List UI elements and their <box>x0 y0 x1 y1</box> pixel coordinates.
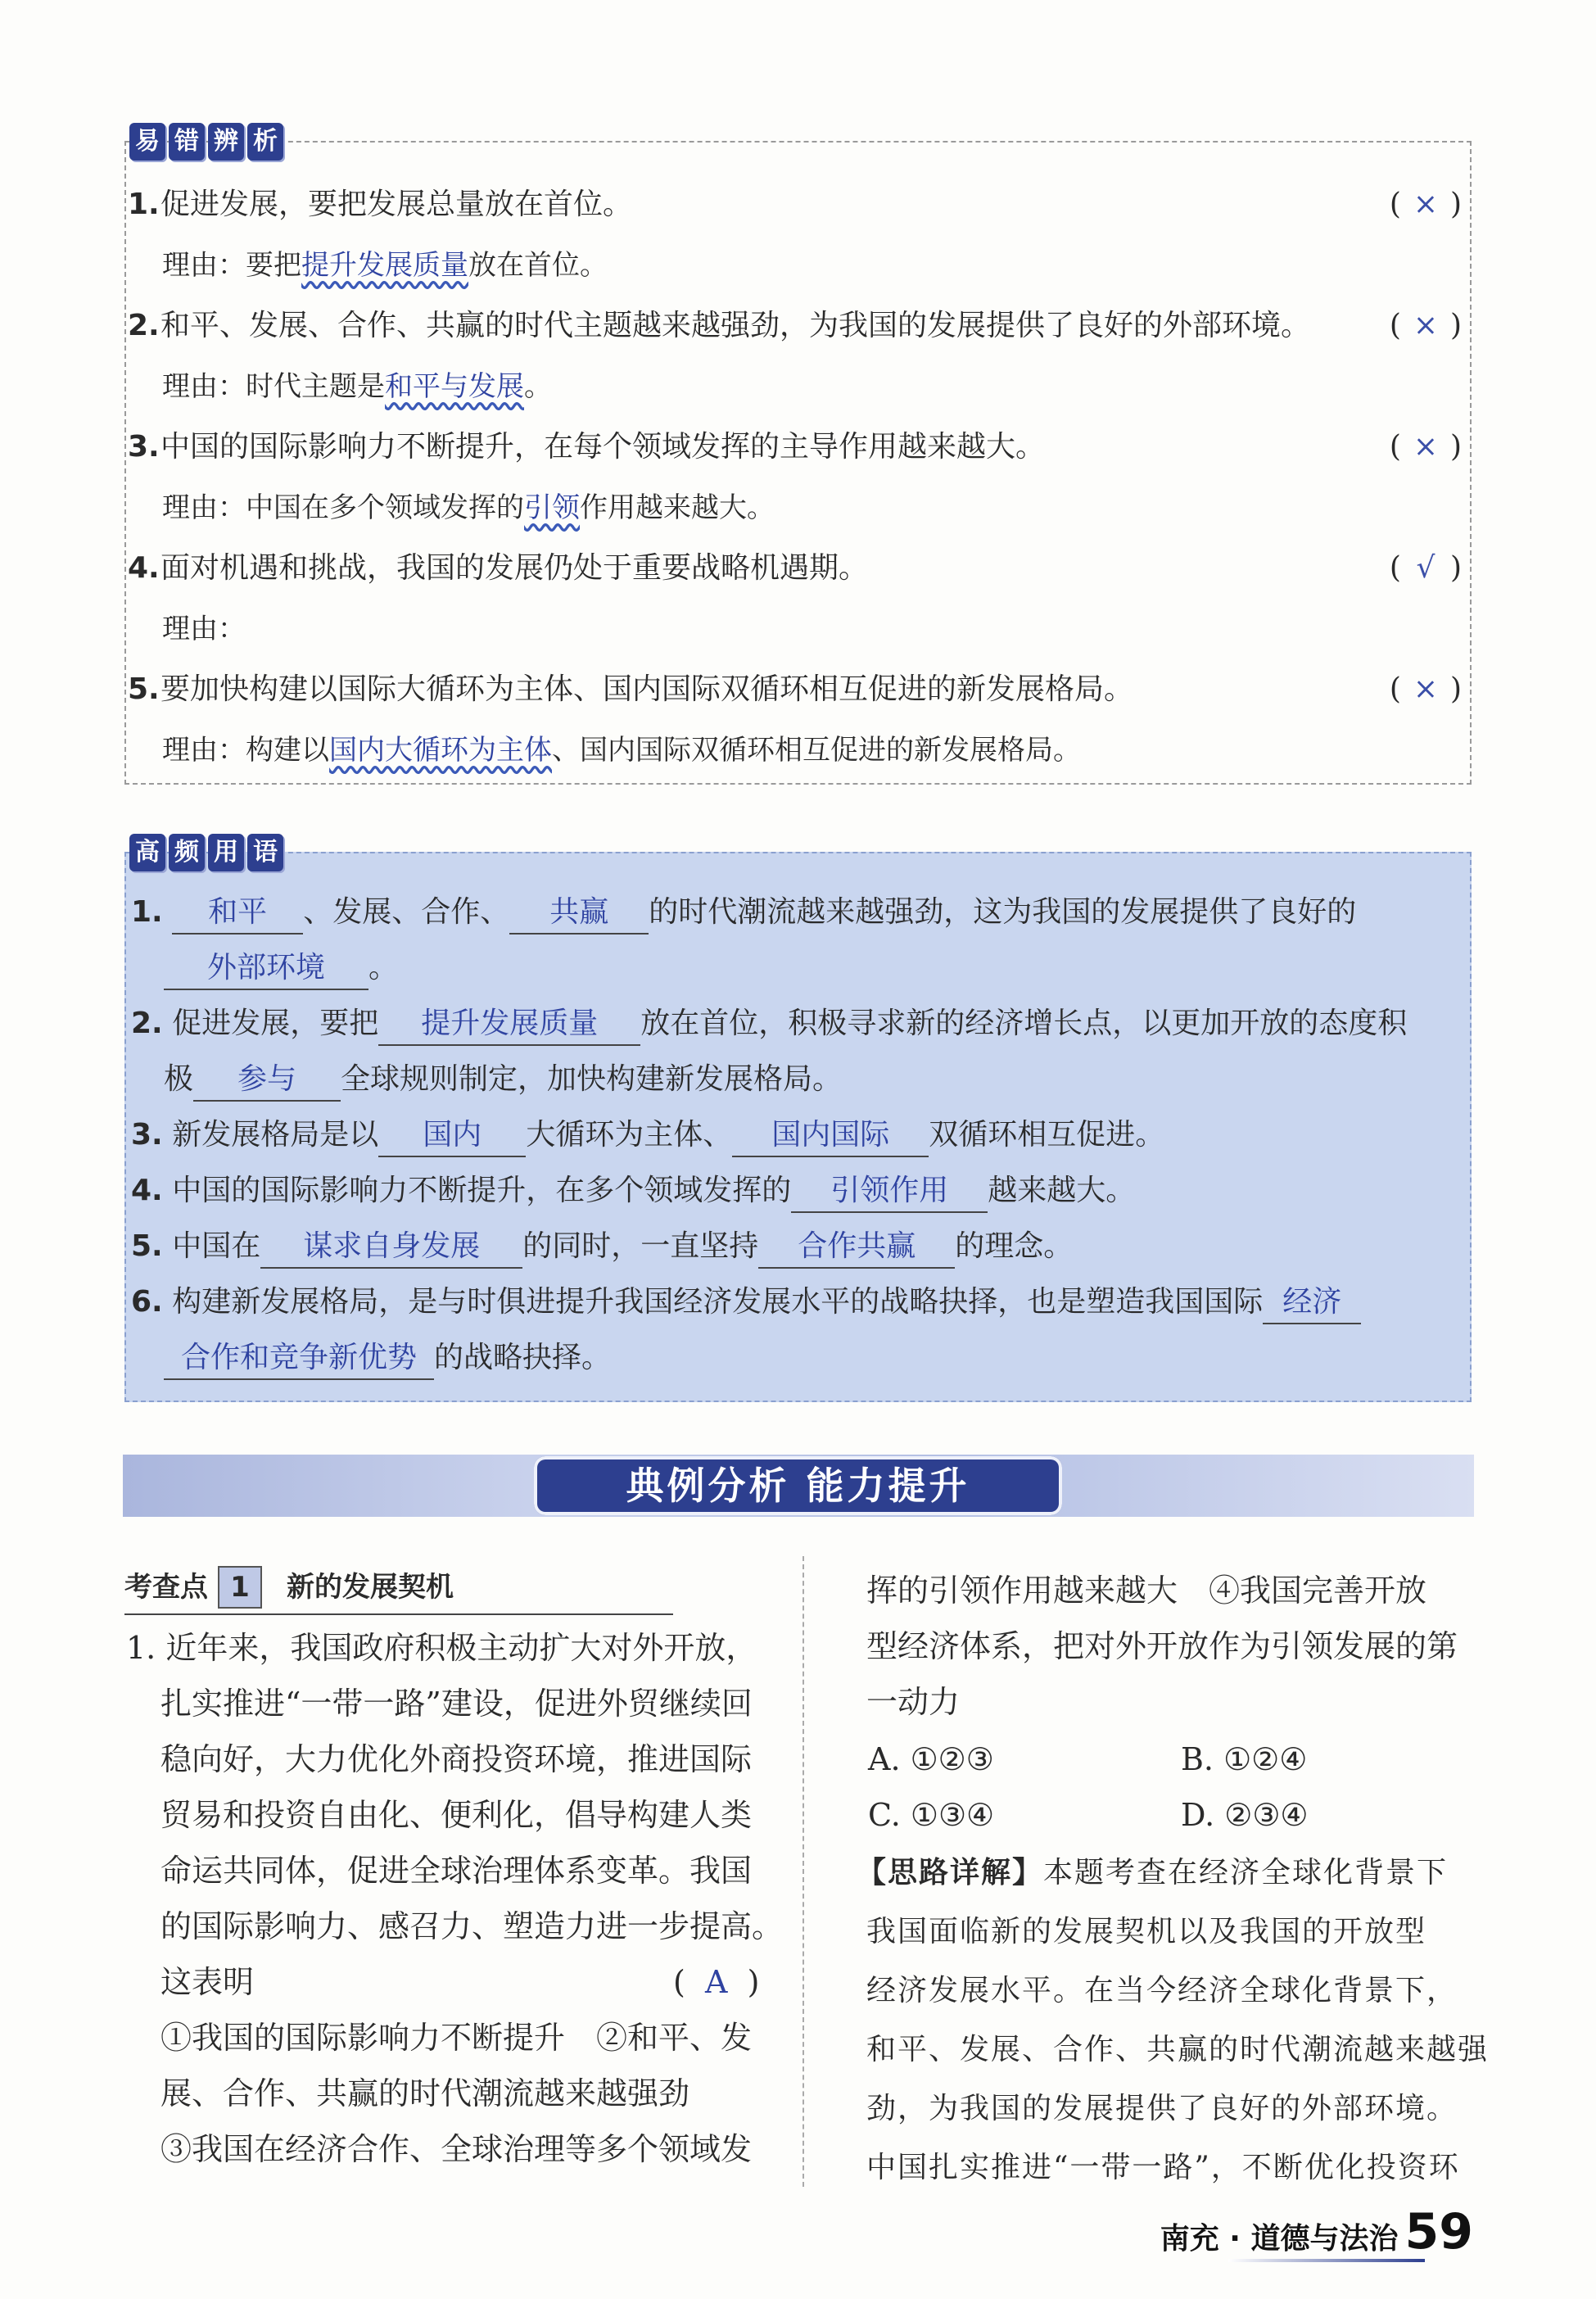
phrase-text: 放在首位，积极寻求新的经济增长点，以更加开放的态度积 <box>640 1007 1408 1040</box>
reason-line-2 <box>162 362 552 411</box>
question-line: 这表明 <box>161 1964 255 2000</box>
item-number: 3. <box>128 430 160 464</box>
phrase-text: 全球规则制定，加快构建新发展格局。 <box>341 1062 843 1096</box>
fill-blank-answer: 合作共赢 <box>758 1226 955 1269</box>
item-number: 5. <box>128 672 160 706</box>
item-number: 1. <box>128 188 160 221</box>
option-line: 挥的引领作用越来越大 ④我国完善开放 <box>866 1573 1427 1609</box>
phrase-text: 越来越大。 <box>988 1174 1136 1207</box>
reason-line-1 <box>162 241 608 290</box>
item-question: 和平、发展、合作、共赢的时代主题越来越强劲，为我国的发展提供了良好的外部环境。 <box>161 309 1311 342</box>
errors-section-tag <box>129 123 283 161</box>
cross-mark: × <box>1413 188 1439 221</box>
option-line: ①我国的国际影响力不断提升 ②和平、发 <box>161 2020 753 2056</box>
phrase-text: 极 <box>164 1062 194 1096</box>
phrase-text: 促进发展，要把 <box>172 1007 379 1040</box>
phrase-text: 构建新发展格局，是与时俱进提升我国经济发展水平的战略抉择，也是塑造我国国际 <box>172 1285 1264 1319</box>
analysis-text: 本题考查在经济全球化背景下 <box>1043 1856 1449 1889</box>
phrase-text: 的时代潮流越来越强劲，这为我国的发展提供了良好的 <box>649 895 1357 929</box>
judgement-answer <box>1390 665 1462 714</box>
error-item-5 <box>126 665 1470 714</box>
fill-blank-answer: 经济 <box>1263 1282 1361 1324</box>
topic-label: 考查点 <box>124 1571 208 1604</box>
question-line: 的国际影响力、感召力、塑造力进一步提高。 <box>161 1908 784 1944</box>
column-divider <box>803 1556 804 2187</box>
choice-a: A. ①②③ <box>868 1741 994 1777</box>
phrase-line-4 <box>131 1165 1465 1217</box>
judgement-answer <box>1390 180 1462 229</box>
fill-blank-answer: 和平 <box>172 892 303 935</box>
question-line: 贸易和投资自由化、便利化，倡导构建人类 <box>161 1797 753 1833</box>
error-item-4 <box>126 544 1470 593</box>
item-number: 6. <box>131 1285 163 1319</box>
phrase-line-2 <box>131 998 1465 1050</box>
reason-answer: 提升发展质量 <box>301 249 468 282</box>
phrases-section-tag <box>129 834 283 871</box>
item-number: 1. <box>131 895 163 929</box>
phrase-text: 中国的国际影响力不断提升，在多个领域发挥的 <box>172 1174 792 1207</box>
tag-char: 易 <box>129 123 165 161</box>
page-number: 59 <box>1404 2203 1473 2261</box>
judgement-answer <box>1390 423 1462 472</box>
errors-section-box <box>124 141 1472 785</box>
reason-answer: 国内大循环为主体 <box>329 734 552 767</box>
cross-mark: × <box>1413 430 1439 464</box>
phrase-text: 的理念。 <box>955 1229 1074 1263</box>
answer-letter: A <box>705 1964 728 2000</box>
item-number: 3. <box>131 1118 163 1152</box>
choice-d: D. ②③④ <box>1181 1797 1309 1833</box>
item-number: 2. <box>128 309 160 342</box>
tag-char: 用 <box>208 834 244 871</box>
paren: ( <box>1389 672 1401 706</box>
error-item-3 <box>126 423 1470 472</box>
reason-text: 放在首位。 <box>468 249 608 282</box>
phrase-line-1b <box>164 942 1465 994</box>
option-line: ③我国在经济合作、全球治理等多个领域发 <box>161 2131 753 2167</box>
paren: ( <box>1389 188 1401 221</box>
reason-text: 、国内国际双循环相互促进的新发展格局。 <box>552 734 1081 767</box>
paren: ) <box>1449 430 1462 464</box>
fill-blank-answer: 参与 <box>193 1059 341 1102</box>
reason-answer: 和平与发展 <box>385 370 524 403</box>
item-number: 2. <box>131 1007 163 1040</box>
fill-blank-answer: 合作和竞争新优势 <box>164 1337 434 1380</box>
phrases-section-box <box>124 852 1472 1402</box>
error-item-2 <box>126 301 1470 351</box>
paren: ) <box>747 1964 760 2000</box>
reason-text: 理由：构建以 <box>162 734 329 767</box>
phrase-line-1 <box>131 886 1465 939</box>
option-line: 型经济体系，把对外开放作为引领发展的第 <box>866 1628 1458 1664</box>
paren: ( <box>1389 551 1401 585</box>
paren: ) <box>1449 551 1462 585</box>
paren: ( <box>673 1964 685 2000</box>
paren: ( <box>1389 309 1401 342</box>
paren: ) <box>1449 188 1462 221</box>
phrase-text: 、发展、合作、 <box>303 895 510 929</box>
phrase-line-5 <box>131 1220 1465 1273</box>
reason-text: 理由：时代主题是 <box>162 370 385 403</box>
analysis-line: 劲，为我国的发展提供了良好的外部环境。 <box>866 2092 1458 2125</box>
phrase-text: 。 <box>368 951 399 984</box>
judgement-answer <box>1390 544 1462 593</box>
banner-title: 典例分析 能力提升 <box>534 1456 1062 1515</box>
choice-b: B. ①②④ <box>1181 1741 1308 1777</box>
footer-subject: 南充 · 道德与法治 <box>1160 2222 1399 2256</box>
fill-blank-answer: 外部环境 <box>164 948 368 990</box>
paren: ) <box>1449 309 1462 342</box>
topic-header <box>124 1564 454 1609</box>
analysis-line: 我国面临新的发展契机以及我国的开放型 <box>866 1915 1427 1948</box>
item-question: 促进发展，要把发展总量放在首位。 <box>161 188 633 221</box>
question-line: 稳向好，大力优化外商投资环境，推进国际 <box>161 1741 753 1777</box>
option-line: 一动力 <box>866 1684 961 1720</box>
item-number: 4. <box>128 551 160 585</box>
check-mark: √ <box>1416 551 1435 585</box>
phrase-text: 的战略抉择。 <box>434 1341 612 1374</box>
item-question: 面对机遇和挑战，我国的发展仍处于重要战略机遇期。 <box>161 551 869 585</box>
analysis-line: 中国扎实推进“一带一路”，不断优化投资环 <box>866 2151 1460 2184</box>
fill-blank-answer: 谋求自身发展 <box>260 1226 522 1269</box>
reason-text: 理由： <box>162 613 246 645</box>
question-line: 命运共同体，促进全球治理体系变革。我国 <box>161 1853 753 1889</box>
reason-text: 理由：中国在多个领域发挥的 <box>162 491 524 524</box>
reason-line-3 <box>162 483 775 532</box>
topic-title: 新的发展契机 <box>287 1571 454 1604</box>
analysis-label: 【思路详解】 <box>857 1856 1044 1889</box>
question-line: 扎实推进“一带一路”建设，促进外贸继续回 <box>161 1686 753 1722</box>
reason-answer: 引领 <box>524 491 580 524</box>
tag-char: 析 <box>247 123 283 161</box>
reason-text: 理由：要把 <box>162 249 301 282</box>
page-footer <box>1160 2203 1473 2261</box>
item-question: 中国的国际影响力不断提升，在每个领域发挥的主导作用越来越大。 <box>161 430 1046 464</box>
error-item-1 <box>126 180 1470 229</box>
cross-mark: × <box>1413 672 1439 706</box>
tag-char: 错 <box>169 123 205 161</box>
fill-blank-answer: 提升发展质量 <box>378 1003 640 1046</box>
item-question: 要加快构建以国际大循环为主体、国内国际双循环相互促进的新发展格局。 <box>161 672 1134 706</box>
topic-underline <box>124 1613 673 1615</box>
tag-char: 辨 <box>208 123 244 161</box>
option-line: 展、合作、共赢的时代潮流越来越强劲 <box>161 2075 690 2111</box>
phrase-text: 中国在 <box>172 1229 261 1263</box>
item-number: 4. <box>131 1174 163 1207</box>
phrase-text: 新发展格局是以 <box>172 1118 379 1152</box>
reason-line-4 <box>162 604 246 654</box>
fill-blank-answer: 引领作用 <box>791 1170 988 1213</box>
phrase-text: 的同时，一直坚持 <box>522 1229 759 1263</box>
phrase-line-6 <box>131 1276 1465 1328</box>
fill-blank-answer: 共赢 <box>509 892 649 935</box>
reason-text: 。 <box>524 370 552 403</box>
paren: ( <box>1389 430 1401 464</box>
phrase-text: 双循环相互促进。 <box>929 1118 1165 1152</box>
tag-char: 高 <box>129 834 165 871</box>
phrase-line-6b <box>164 1332 1465 1384</box>
topic-number-badge: 1 <box>218 1566 262 1609</box>
item-number: 5. <box>131 1229 163 1263</box>
tag-char: 频 <box>169 834 205 871</box>
judgement-answer <box>1390 301 1462 351</box>
reason-text: 作用越来越大。 <box>580 491 775 524</box>
question-answer <box>673 1954 759 2010</box>
fill-blank-answer: 国内 <box>378 1115 526 1157</box>
analysis-line: 和平、发展、合作、共赢的时代潮流越来越强 <box>866 2033 1490 2066</box>
analysis-first-line <box>857 1844 1448 1902</box>
choice-c: C. ①③④ <box>868 1797 995 1833</box>
analysis-line: 经济发展水平。在当今经济全球化背景下， <box>866 1974 1458 2007</box>
phrase-line-2b <box>164 1053 1465 1106</box>
fill-blank-answer: 国内国际 <box>732 1115 929 1157</box>
tag-char: 语 <box>247 834 283 871</box>
question-line: 1. 近年来，我国政府积极主动扩大对外开放， <box>126 1630 757 1666</box>
paren: ) <box>1449 672 1462 706</box>
cross-mark: × <box>1413 309 1439 342</box>
phrase-line-3 <box>131 1109 1465 1161</box>
phrase-text: 大循环为主体、 <box>526 1118 733 1152</box>
reason-line-5 <box>162 726 1081 775</box>
